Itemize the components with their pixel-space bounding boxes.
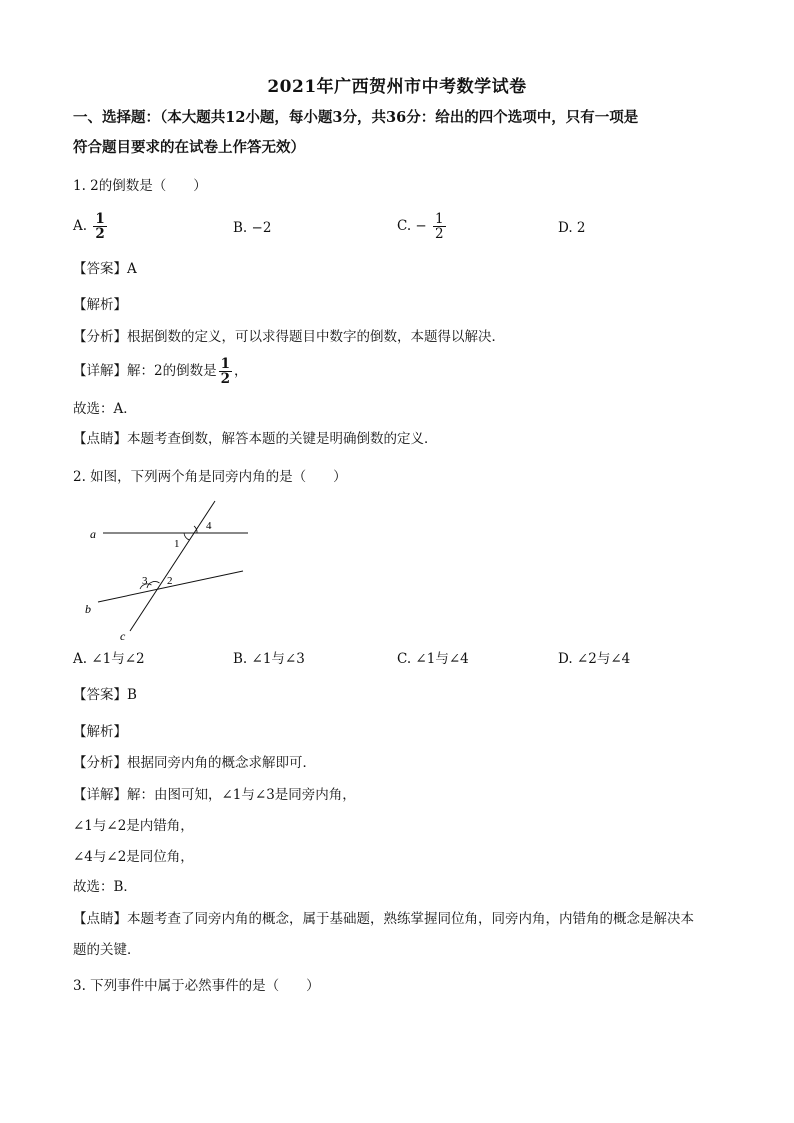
q1-detail-numerator: 1 (220, 356, 230, 372)
q1-detail-denominator: 2 (220, 371, 230, 387)
q2-answer: 【答案】B (73, 687, 137, 703)
q2-option-c: C. ∠1与∠4 (397, 651, 469, 667)
q2-analysis: 【分析】根据同旁内角的概念求解即可． (73, 755, 316, 771)
section-heading-line2: 符合题目要求的在试卷上作答无效） (73, 139, 305, 156)
q2-remark-line2: 题的关键． (73, 942, 141, 958)
q1-stem: 1. 2的倒数是（ ） (73, 178, 207, 194)
q2-detail: 【详解】解：由图可知，∠1与∠3是同旁内角， (73, 787, 356, 803)
q3-stem: 3. 下列事件中属于必然事件的是（ ） (73, 978, 320, 994)
line-c (130, 501, 215, 631)
q2-figure-lines-diagram (80, 495, 255, 645)
angle-1-arc (184, 533, 190, 540)
q1-remark: 【点睛】本题考查倒数，解答本题的关键是明确倒数的定义． (73, 431, 438, 447)
q2-jiexi: 【解析】 (73, 724, 127, 740)
q2-option-a: A. ∠1与∠2 (73, 651, 145, 667)
q1-conclusion: 故选：A． (73, 401, 137, 417)
q1-answer: 【答案】A (73, 261, 137, 277)
label-3: 3 (142, 575, 148, 587)
q1-jiexi: 【解析】 (73, 297, 127, 313)
q2-detail-line-b: ∠4与∠2是同位角， (73, 849, 194, 865)
q2-option-b: B. ∠1与∠3 (233, 651, 305, 667)
q1-option-a-fraction (93, 212, 106, 241)
q1-option-c-denominator: 2 (435, 226, 444, 242)
label-b: b (85, 602, 91, 616)
q1-detail-suffix: ， (234, 363, 248, 379)
q1-detail-prefix: 【详解】解：2的倒数是 (73, 363, 217, 379)
q2-detail-line-a: ∠1与∠2是内错角， (73, 818, 194, 834)
q1-option-c-label: C. − (397, 218, 427, 234)
q1-option-c-numerator: 1 (435, 211, 444, 227)
label-2: 2 (167, 575, 173, 587)
label-a: a (90, 527, 96, 541)
angle-2-arc (147, 582, 160, 588)
label-c: c (120, 629, 126, 643)
q1-option-d: D. 2 (558, 220, 586, 236)
label-1: 1 (174, 538, 180, 550)
q1-option-a-numerator: 1 (95, 211, 105, 227)
page-title: 2021年广西贺州市中考数学试卷 (267, 77, 527, 97)
q2-stem: 2. 如图，下列两个角是同旁内角的是（ ） (73, 469, 347, 485)
q1-option-a (73, 212, 109, 241)
q1-option-c-fraction (433, 212, 446, 241)
q1-option-b: B. −2 (233, 220, 272, 236)
q1-analysis: 【分析】根据倒数的定义，可以求得题目中数字的倒数，本题得以解决． (73, 329, 505, 345)
q2-option-d: D. ∠2与∠4 (558, 651, 631, 667)
q1-detail (73, 357, 248, 386)
q2-remark-line1: 【点睛】本题考查了同旁内角的概念，属于基础题，熟练掌握同位角，同旁内角，内错角的概念是解决本 (73, 911, 694, 927)
q1-detail-fraction (219, 357, 232, 386)
label-4: 4 (206, 520, 212, 532)
q1-option-c (397, 212, 448, 241)
section-heading-line1: 一、选择题：（本大题共12小题，每小题3分，共36分：给出的四个选项中，只有一项是 (73, 109, 639, 126)
q1-option-a-label: A. (73, 218, 88, 234)
q1-option-a-denominator: 2 (95, 226, 105, 242)
q2-conclusion: 故选：B． (73, 879, 137, 895)
